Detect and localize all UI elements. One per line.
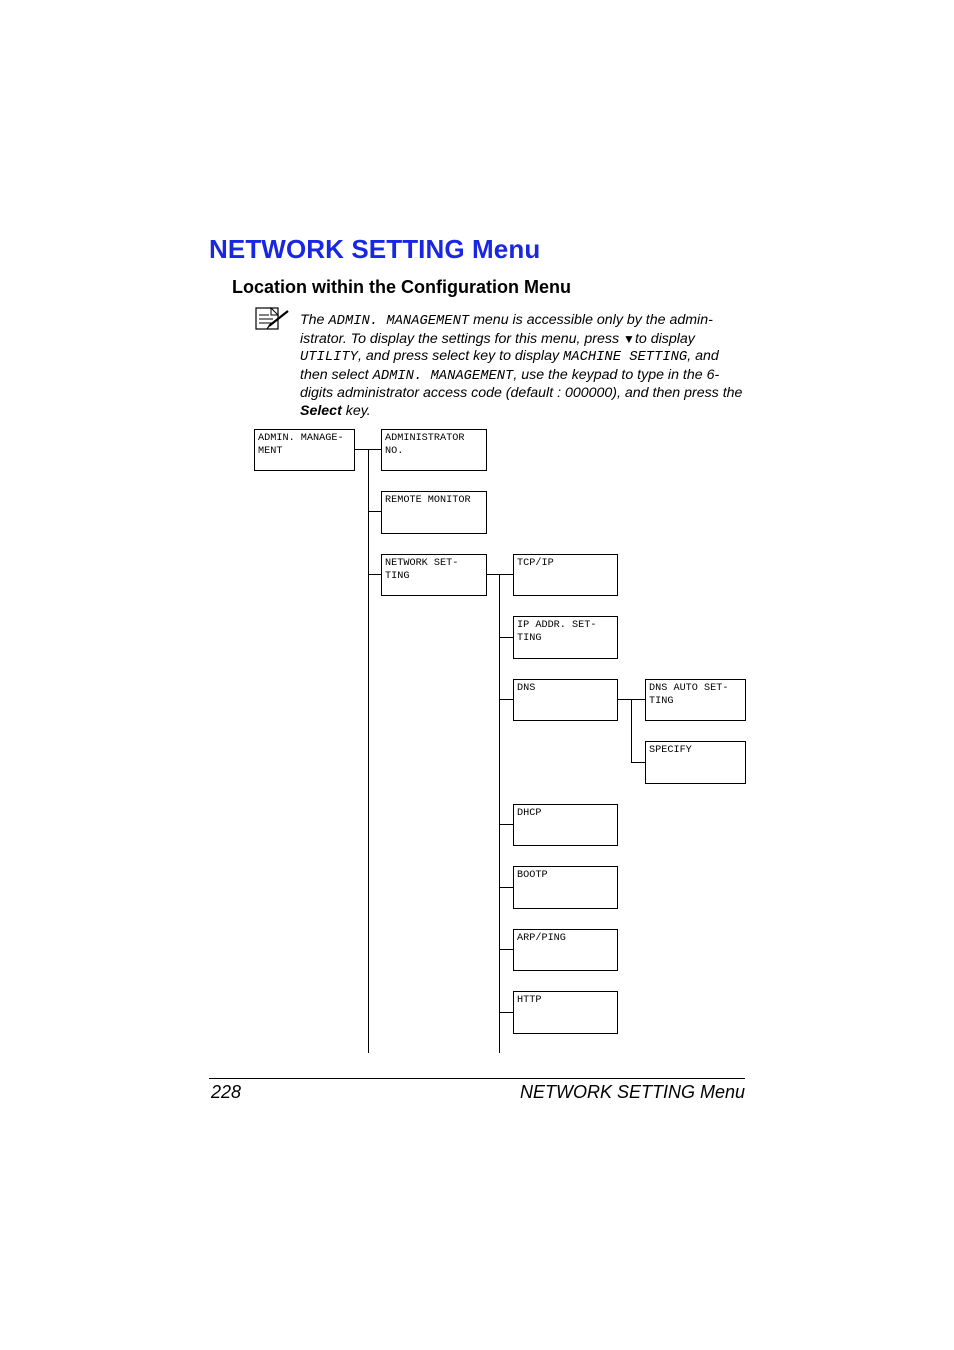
section-subtitle: Location within the Configuration Menu	[232, 277, 571, 297]
connector	[499, 699, 513, 700]
menu-box-admin-management: ADMIN. MANAGE- MENT	[254, 429, 355, 471]
connector	[499, 1012, 513, 1013]
connector	[499, 824, 513, 825]
menu-box-dns: DNS	[513, 679, 618, 721]
page-number: 228	[211, 1082, 242, 1102]
menu-box-remote-monitor: REMOTE MONITOR	[381, 491, 487, 534]
connector	[486, 574, 499, 575]
connector	[631, 762, 645, 763]
note-pencil-icon	[255, 307, 291, 331]
connector	[499, 949, 513, 950]
menu-box-arp-ping: ARP/PING	[513, 929, 618, 971]
code-admin-management-2: ADMIN. MANAGEMENT	[372, 368, 514, 384]
connector	[368, 449, 381, 450]
menu-box-specify: SPECIFY	[645, 741, 746, 784]
connector	[499, 574, 513, 575]
menu-box-http: HTTP	[513, 991, 618, 1034]
select-key-label: Select	[300, 402, 342, 419]
menu-box-administrator-no: ADMINISTRATOR NO.	[381, 429, 487, 471]
connector	[368, 449, 369, 1053]
admin-note: The ADMIN. MANAGEMENT menu is accessible only by the admin-istrator. To display the settings for this menu, press ▼to display UTILITY, and press select key to display MACHINE SETTING, and then select ADMIN. MANAGEMENT, use the keypad to type in the 6-digits administrator access code (default : 000000), and then press the Select key.	[300, 312, 743, 419]
footer-section-title: NETWORK SETTING Menu	[519, 1082, 745, 1102]
connector	[631, 699, 632, 762]
menu-box-dns-auto-setting: DNS AUTO SET- TING	[645, 679, 746, 721]
menu-box-network-setting: NETWORK SET- TING	[381, 554, 487, 596]
menu-box-dhcp: DHCP	[513, 804, 618, 846]
down-arrow-icon: ▼	[623, 331, 635, 346]
connector	[499, 637, 513, 638]
connector	[499, 887, 513, 888]
menu-box-ip-addr-setting: IP ADDR. SET- TING	[513, 616, 618, 659]
code-utility: UTILITY	[300, 350, 358, 366]
menu-box-tcp-ip: TCP/IP	[513, 554, 618, 596]
connector	[368, 574, 381, 575]
connector	[617, 699, 631, 700]
menu-box-bootp: BOOTP	[513, 866, 618, 909]
connector	[631, 699, 645, 700]
code-machine-setting: MACHINE SETTING	[563, 350, 688, 366]
connector	[499, 574, 500, 1053]
connector	[354, 449, 368, 450]
footer-rule	[209, 1078, 745, 1079]
page-title: NETWORK SETTING Menu	[209, 234, 541, 264]
code-admin-management: ADMIN. MANAGEMENT	[328, 314, 470, 329]
connector	[368, 511, 381, 512]
